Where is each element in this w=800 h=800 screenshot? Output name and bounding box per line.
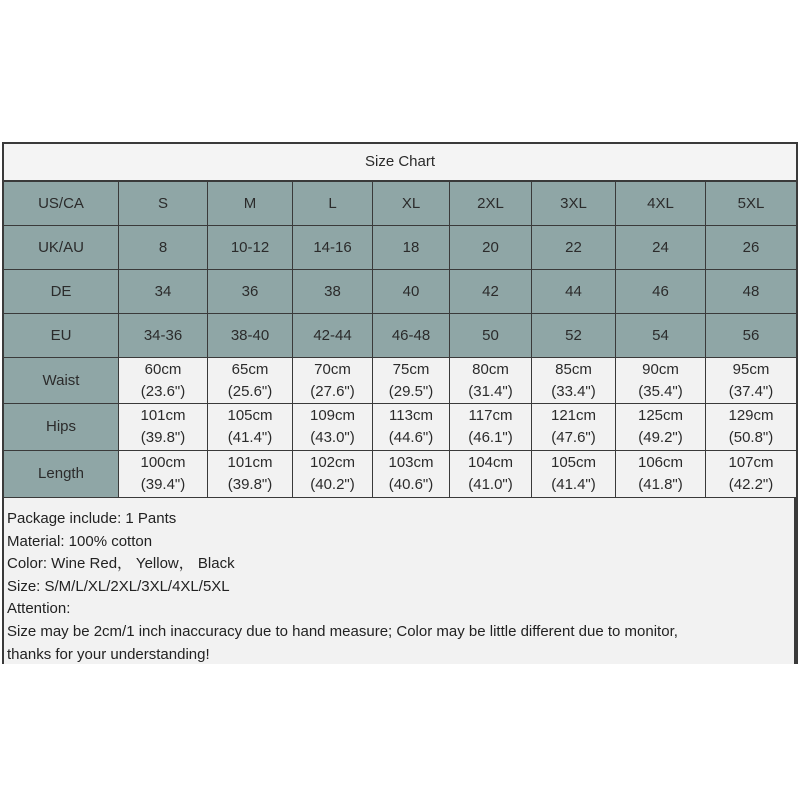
size-cell: 42-44 <box>293 314 373 358</box>
measure-cell <box>706 451 796 498</box>
size-cell: 40 <box>373 270 450 314</box>
cm-value: 104cm <box>467 454 514 471</box>
cm-value: 101cm <box>227 454 273 471</box>
size-cell: 20 <box>450 226 532 270</box>
measure-cell <box>450 404 532 451</box>
cm-value: 125cm <box>637 407 684 424</box>
inch-value: (23.6") <box>140 382 186 400</box>
size-cell: 2XL <box>450 182 532 226</box>
size-cell: 18 <box>373 226 450 270</box>
size-cell: 5XL <box>706 182 796 226</box>
measure-cell <box>208 358 293 404</box>
inch-value: (25.6") <box>227 382 273 400</box>
measure-cell <box>293 358 373 404</box>
size-cell: 46 <box>616 270 706 314</box>
measure-cell <box>373 404 450 451</box>
note-line: Attention: <box>7 600 71 618</box>
size-cell: 46-48 <box>373 314 450 358</box>
inch-value: (44.6") <box>388 429 434 446</box>
size-cell: 50 <box>450 314 532 358</box>
size-chart <box>2 142 798 664</box>
inch-value: (41.4") <box>227 429 273 446</box>
inch-value: (37.4") <box>728 382 774 400</box>
size-cell: 8 <box>119 226 208 270</box>
inch-value: (41.0") <box>468 476 513 493</box>
size-cell: 38-40 <box>208 314 293 358</box>
row-label: Hips <box>4 404 119 451</box>
measure-cell <box>616 358 706 404</box>
inch-value: (47.6") <box>551 429 596 446</box>
cm-value: 101cm <box>140 407 186 424</box>
cm-value: 105cm <box>550 454 597 471</box>
cm-value: 102cm <box>309 454 356 471</box>
inch-value: (49.2") <box>638 429 683 446</box>
measure-cell <box>373 358 450 404</box>
cm-value: 75cm <box>392 360 430 378</box>
inch-value: (29.5") <box>388 382 434 400</box>
inch-value: (35.4") <box>638 382 683 400</box>
row-label: Length <box>4 451 119 498</box>
chart-title: Size Chart <box>4 144 796 182</box>
size-cell: 3XL <box>532 182 616 226</box>
measure-cell <box>293 451 373 498</box>
size-cell: M <box>208 182 293 226</box>
measure-cell <box>208 404 293 451</box>
size-table <box>4 182 796 498</box>
cm-value: 106cm <box>637 454 684 471</box>
note-line: Size: S/M/L/XL/2XL/3XL/4XL/5XL <box>7 577 230 595</box>
cm-value: 95cm <box>732 360 770 378</box>
measure-cell <box>532 451 616 498</box>
size-cell: 54 <box>616 314 706 358</box>
cm-value: 85cm <box>555 360 592 378</box>
cm-value: 90cm <box>642 360 679 378</box>
note-line: Color: Wine Red， Yellow， Black <box>7 555 235 573</box>
measure-cell <box>208 451 293 498</box>
cm-value: 113cm <box>389 407 433 424</box>
row-label: UK/AU <box>4 226 119 270</box>
measure-cell <box>532 404 616 451</box>
note-line: thanks for your understanding! <box>7 645 210 663</box>
cm-value: 100cm <box>140 454 186 471</box>
size-cell: 38 <box>293 270 373 314</box>
size-cell: 48 <box>706 270 796 314</box>
size-cell: 4XL <box>616 182 706 226</box>
size-cell: 26 <box>706 226 796 270</box>
inch-value: (39.4") <box>140 476 186 493</box>
size-cell: 56 <box>706 314 796 358</box>
measure-cell <box>450 451 532 498</box>
row-label: DE <box>4 270 119 314</box>
cm-value: 109cm <box>309 407 356 424</box>
row-label: US/CA <box>4 182 119 226</box>
inch-value: (40.2") <box>310 476 355 493</box>
size-cell: 44 <box>532 270 616 314</box>
inch-value: (41.4") <box>551 476 596 493</box>
inch-value: (40.6") <box>388 476 434 493</box>
size-cell: XL <box>373 182 450 226</box>
size-cell: 34 <box>119 270 208 314</box>
size-cell: 10-12 <box>208 226 293 270</box>
inch-value: (42.2") <box>728 476 774 493</box>
measure-cell <box>616 404 706 451</box>
row-label: Waist <box>4 358 119 404</box>
cm-value: 70cm <box>314 360 351 378</box>
product-notes <box>4 498 796 664</box>
measure-cell <box>293 404 373 451</box>
size-cell: 42 <box>450 270 532 314</box>
inch-value: (41.8") <box>638 476 683 493</box>
measure-cell <box>616 451 706 498</box>
cm-value: 80cm <box>472 360 509 378</box>
size-cell: S <box>119 182 208 226</box>
measure-cell <box>119 404 208 451</box>
inch-value: (31.4") <box>468 382 513 400</box>
cm-value: 65cm <box>231 360 269 378</box>
size-cell: 36 <box>208 270 293 314</box>
size-cell: L <box>293 182 373 226</box>
cm-value: 117cm <box>468 407 513 424</box>
note-line: Package include: 1 Pants <box>7 510 177 527</box>
cm-value: 121cm <box>550 407 597 424</box>
cm-value: 105cm <box>227 407 273 424</box>
note-line: Material: 100% cotton <box>7 532 153 550</box>
inch-value: (50.8") <box>728 429 774 446</box>
measure-cell <box>119 358 208 404</box>
size-cell: 24 <box>616 226 706 270</box>
inch-value: (27.6") <box>310 382 355 400</box>
size-cell: 34-36 <box>119 314 208 358</box>
size-cell: 22 <box>532 226 616 270</box>
cm-value: 60cm <box>144 360 182 378</box>
row-label: EU <box>4 314 119 358</box>
cm-value: 107cm <box>728 454 774 471</box>
size-cell: 52 <box>532 314 616 358</box>
inch-value: (33.4") <box>551 382 596 400</box>
measure-cell <box>373 451 450 498</box>
inch-value: (39.8") <box>227 476 273 493</box>
measure-cell <box>706 358 796 404</box>
measure-cell <box>450 358 532 404</box>
cm-value: 129cm <box>728 407 774 424</box>
inch-value: (39.8") <box>140 429 186 446</box>
inch-value: (43.0") <box>310 429 355 446</box>
size-cell: 14-16 <box>293 226 373 270</box>
cm-value: 103cm <box>388 454 434 471</box>
measure-cell <box>532 358 616 404</box>
measure-cell <box>706 404 796 451</box>
note-line: Size may be 2cm/1 inch inaccuracy due to hand measure; Color may be little different due to monitor, <box>7 622 678 640</box>
inch-value: (46.1") <box>468 429 513 446</box>
measure-cell <box>119 451 208 498</box>
